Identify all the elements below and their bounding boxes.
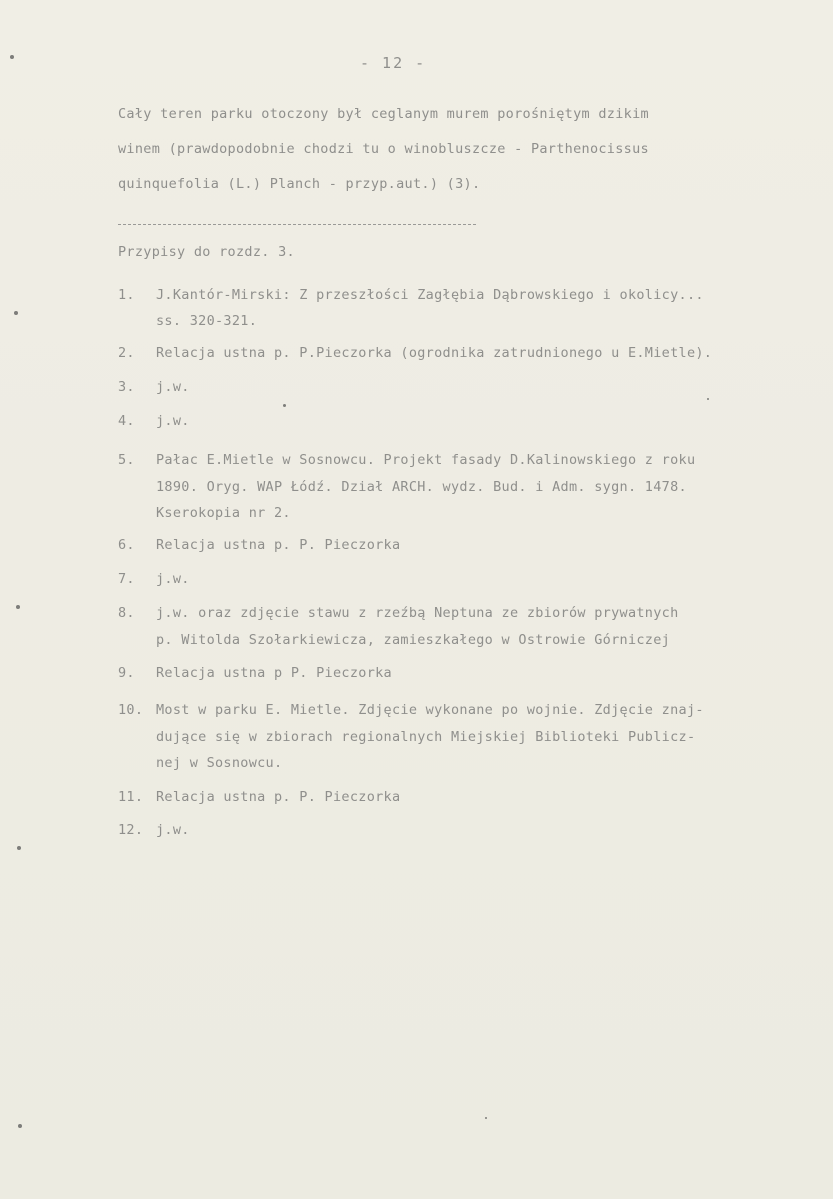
footnote-number: 1. xyxy=(118,287,135,303)
footnote-continuation: Kserokopia nr 2. xyxy=(156,505,291,521)
footnote-item xyxy=(118,347,712,361)
footnote-item xyxy=(118,791,400,805)
footnote-item xyxy=(118,704,704,718)
footnote-number: 9. xyxy=(118,665,135,681)
scan-speck xyxy=(10,55,14,59)
footnote-number: 2. xyxy=(118,345,135,361)
footnote-text: j.w. xyxy=(156,379,190,395)
footnote-text: Relacja ustna p. P. Pieczorka xyxy=(156,789,401,805)
footnote-item xyxy=(118,415,190,429)
footnote-item xyxy=(118,289,704,303)
footnote-continuation: p. Witolda Szołarkiewicza, zamieszkałego w Ostrowie Górniczej xyxy=(156,632,671,648)
footnote-item xyxy=(118,539,400,553)
footnote-number: 10. xyxy=(118,702,144,718)
body-line: winem (prawdopodobnie chodzi tu o winobluszcze - Parthenocissus xyxy=(118,141,649,157)
scan-speck xyxy=(18,1124,22,1128)
footnote-text: Relacja ustna p. P. Pieczorka xyxy=(156,537,401,553)
footnote-text: Pałac E.Mietle w Sosnowcu. Projekt fasady D.Kalinowskiego z roku xyxy=(156,452,696,468)
footnote-text: j.w. oraz zdjęcie stawu z rzeźbą Neptuna ze zbiorów prywatnych xyxy=(156,605,679,621)
footnote-number: 4. xyxy=(118,413,135,429)
scan-speck xyxy=(485,1117,487,1119)
footnote-continuation: ss. 320-321. xyxy=(156,313,258,329)
footnote-number: 8. xyxy=(118,605,135,621)
footnote-continuation: dujące się w zbiorach regionalnych Miejskiej Biblioteki Publicz- xyxy=(156,729,696,745)
footnote-number: 11. xyxy=(118,789,144,805)
scan-speck xyxy=(283,404,286,407)
scan-speck xyxy=(14,311,18,315)
footnote-text: Relacja ustna p P. Pieczorka xyxy=(156,665,392,681)
page-number: - 12 - xyxy=(360,54,427,72)
scan-speck xyxy=(17,846,21,850)
footnote-number: 5. xyxy=(118,452,135,468)
scan-speck xyxy=(16,605,20,609)
footnote-text: j.w. xyxy=(156,822,190,838)
footnote-item xyxy=(118,454,695,468)
footnote-item xyxy=(118,573,190,587)
footnote-continuation: 1890. Oryg. WAP Łódź. Dział ARCH. wydz. Bud. i Adm. sygn. 1478. xyxy=(156,479,687,495)
footnote-item xyxy=(118,381,190,395)
footnote-number: 6. xyxy=(118,537,135,553)
footnotes-heading: Przypisy do rozdz. 3. xyxy=(118,244,295,260)
body-line: Cały teren parku otoczony był ceglanym murem porośniętym dzikim xyxy=(118,106,649,122)
footnote-number: 7. xyxy=(118,571,135,587)
footnote-item xyxy=(118,607,679,621)
footnote-number: 3. xyxy=(118,379,135,395)
footnote-text: Relacja ustna p. P.Pieczorka (ogrodnika zatrudnionego u E.Mietle). xyxy=(156,345,713,361)
body-line: quinquefolia (L.) Planch - przyp.aut.) (3). xyxy=(118,176,481,192)
footnote-item xyxy=(118,824,190,838)
scan-speck xyxy=(707,398,709,400)
footnote-text: Most w parku E. Mietle. Zdjęcie wykonane po wojnie. Zdjęcie znaj- xyxy=(156,702,704,718)
footnote-text: j.w. xyxy=(156,571,190,587)
separator-rule xyxy=(118,224,476,225)
footnote-continuation: nej w Sosnowcu. xyxy=(156,755,283,771)
footnote-number: 12. xyxy=(118,822,144,838)
footnote-text: J.Kantór-Mirski: Z przeszłości Zagłębia Dąbrowskiego i okolicy... xyxy=(156,287,704,303)
footnote-item xyxy=(118,667,392,681)
footnote-text: j.w. xyxy=(156,413,190,429)
